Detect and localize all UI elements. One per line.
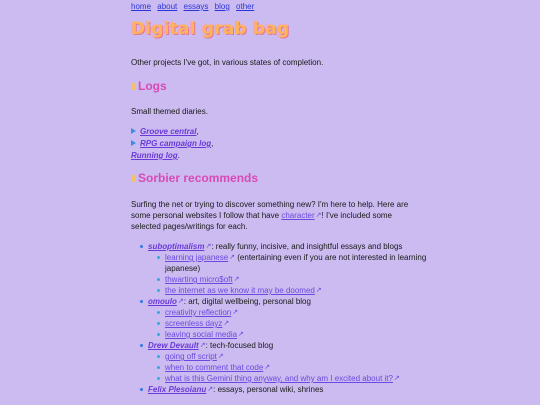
- list-item: [148, 252, 431, 274]
- external-link-icon: ↗: [205, 243, 212, 250]
- list-item: [131, 150, 213, 162]
- list-item: [148, 318, 431, 329]
- site-pages-list: [148, 307, 431, 340]
- external-link-icon: ↗: [233, 276, 240, 283]
- log-suffix: ,: [211, 139, 214, 148]
- site-pages-list: [148, 252, 431, 296]
- site-link-omoulo[interactable]: omoulo: [148, 297, 177, 306]
- list-item: [148, 329, 431, 340]
- page-link-gemini[interactable]: what is this Gemini thing anyway, and why am I excited about it?: [165, 374, 393, 383]
- log-link-running[interactable]: Running log: [131, 151, 178, 160]
- page-note: (entertaining even if you are not interested in learning japanese): [165, 253, 427, 273]
- triangle-bullet-icon: [131, 140, 136, 146]
- external-link-icon: ↗: [177, 298, 184, 305]
- logs-heading: [131, 81, 167, 92]
- list-item: [148, 373, 431, 384]
- site-link-felix-plesoianu[interactable]: Felix Plesoianu: [148, 385, 207, 394]
- top-nav: [131, 1, 258, 12]
- triangle-bullet-icon: [131, 128, 136, 134]
- external-link-icon: ↗: [229, 254, 236, 261]
- heading-marker-icon: [131, 83, 135, 90]
- external-link-icon: ↗: [207, 386, 214, 393]
- logs-list: [131, 126, 213, 162]
- site-link-suboptimalism[interactable]: suboptimalism: [148, 242, 205, 251]
- nav-link-other[interactable]: other: [236, 2, 255, 11]
- intro-text-before: Surfing the net or trying to discover something new? I'm here to help. Here are some personal websites I follow that have: [131, 200, 409, 220]
- logs-heading-text: Logs: [138, 79, 167, 93]
- site-item-omoulo: [131, 296, 431, 340]
- site-description: : essays, personal wiki, shrines: [213, 385, 324, 394]
- site-item-felix-plesoianu: [131, 384, 431, 395]
- page-link-screenless-dayz[interactable]: screenless dayz: [165, 319, 223, 328]
- site-description: : tech-focused blog: [205, 341, 274, 350]
- log-suffix: .: [177, 151, 180, 160]
- log-link-rpg-campaign[interactable]: RPG campaign log: [140, 139, 212, 148]
- page-link-thwarting-microsoft[interactable]: thwarting micro$oft: [165, 275, 233, 284]
- list-item: [148, 285, 431, 296]
- external-link-icon: ↗: [315, 212, 322, 219]
- page-link-leaving-social-media[interactable]: leaving social media: [165, 330, 238, 339]
- heading-marker-icon: [131, 175, 135, 182]
- page-link-creativity-reflection[interactable]: creativity reflection: [165, 308, 232, 317]
- external-link-icon: ↗: [217, 353, 224, 360]
- site-pages-list: [148, 351, 431, 384]
- site-description: : art, digital wellbeing, personal blog: [183, 297, 311, 306]
- nav-link-essays[interactable]: essays: [183, 2, 209, 11]
- intro-text-after: ! I've included some selected pages/writings for each.: [131, 211, 392, 231]
- site-description: : really funny, incisive, and insightful essays and blogs: [211, 242, 403, 251]
- nav-link-home[interactable]: home: [131, 2, 152, 11]
- page-lead: Other projects I've got, in various states of completion.: [131, 58, 324, 67]
- page-link-learning-japanese[interactable]: learning japanese: [165, 253, 229, 262]
- external-link-icon: ↗: [315, 287, 322, 294]
- log-suffix: ,: [196, 127, 199, 136]
- external-link-icon: ↗: [264, 364, 271, 371]
- list-item: [131, 138, 213, 150]
- external-link-icon: ↗: [393, 375, 400, 382]
- page-link-going-off-script[interactable]: going off script: [165, 352, 217, 361]
- external-link-icon: ↗: [232, 309, 239, 316]
- page-link-comment-code[interactable]: when to comment that code: [165, 363, 264, 372]
- page-title: Digital grab bag: [131, 19, 290, 39]
- external-link-icon: ↗: [238, 331, 244, 338]
- site-link-drew-devault[interactable]: Drew Devault: [148, 341, 199, 350]
- list-item: [148, 274, 431, 285]
- list-item: [131, 126, 213, 138]
- logs-description: Small themed diaries.: [131, 107, 208, 116]
- external-link-icon: ↗: [223, 320, 230, 327]
- sorbier-heading: [131, 173, 258, 184]
- list-item: [148, 307, 431, 318]
- recommendations-list: [131, 241, 431, 395]
- page-link-internet-doomed[interactable]: the internet as we know it may be doomed: [165, 286, 315, 295]
- nav-link-blog[interactable]: blog: [214, 2, 230, 11]
- sorbier-heading-text: Sorbier recommends: [138, 171, 259, 185]
- site-item-drew-devault: [131, 340, 431, 384]
- nav-link-about[interactable]: about: [157, 2, 178, 11]
- list-item: [148, 351, 431, 362]
- sorbier-intro: [131, 199, 411, 232]
- list-item: [148, 362, 431, 373]
- site-item-suboptimalism: [131, 241, 431, 296]
- external-link-icon: ↗: [199, 342, 206, 349]
- log-link-groove-central[interactable]: Groove central: [140, 127, 197, 136]
- character-link[interactable]: character: [281, 211, 315, 220]
